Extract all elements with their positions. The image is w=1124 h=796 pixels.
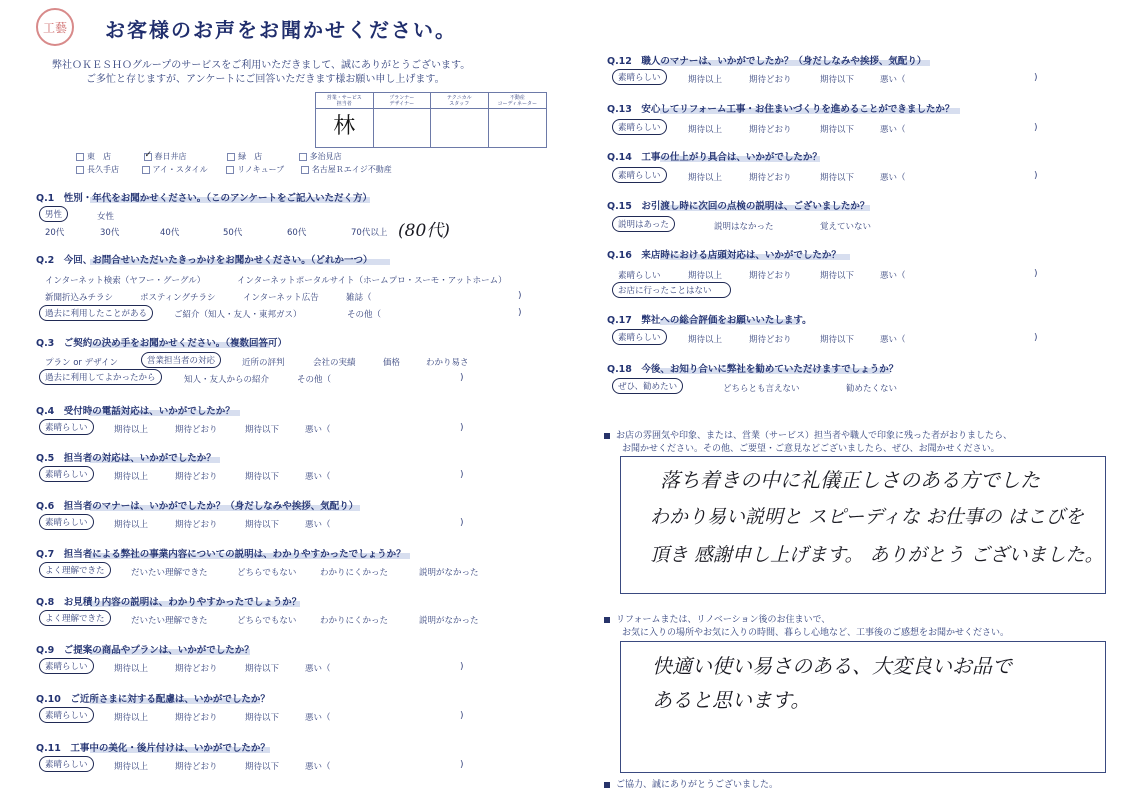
close-paren: ) xyxy=(460,662,464,672)
question-15-title: Q.15 お引渡し時に次回の点検の説明は、ございましたか？ xyxy=(607,201,870,212)
rating-option[interactable]: 期待どおり xyxy=(749,173,792,183)
staff-header-realestate: 不動産 コーディネーター xyxy=(489,93,547,109)
question-14-title: Q.14 工事の仕上がり具合は、いかがでしたか？ xyxy=(607,152,822,163)
rating-option[interactable]: 期待どおり xyxy=(749,335,792,345)
understand-option[interactable]: わかりにくかった xyxy=(320,616,389,626)
branch-checkbox[interactable]: リノキューブ xyxy=(226,165,284,174)
q2-option[interactable]: インターネット広告 xyxy=(243,293,319,303)
close-paren: ) xyxy=(460,423,464,433)
q2-option[interactable]: その他（ xyxy=(347,310,382,320)
rating-option[interactable]: 期待以下 xyxy=(245,713,280,723)
rating-option[interactable]: 期待どおり xyxy=(175,664,218,674)
q2-option[interactable]: インターネットポータルサイト（ホームプロ・スーモ・アットホーム） xyxy=(237,276,507,286)
q3-option[interactable]: その他（ xyxy=(297,375,332,385)
close-paren: ) xyxy=(460,518,464,528)
rating-option[interactable]: 悪い（ xyxy=(880,173,906,183)
rating-selected[interactable]: 素晴らしい xyxy=(39,514,94,530)
rating-selected[interactable]: 素晴らしい xyxy=(612,167,667,183)
rating-option[interactable]: 悪い（ xyxy=(880,271,906,281)
q1-age-40s[interactable]: 40代 xyxy=(160,228,180,238)
q15-option[interactable]: 説明はなかった xyxy=(714,222,774,232)
square-bullet-icon xyxy=(604,782,610,788)
comment-1-prompt-2: お聞かせください。その他、ご要望・ご意見などございましたら、ぜひ、お聞かせください。 xyxy=(622,444,1000,454)
question-3-title: Q.3 ご契約の決め手をお聞かせください。（複数回答可） xyxy=(36,338,288,349)
q1-age-70s-plus[interactable]: 70代以上 xyxy=(351,228,388,238)
rating-option[interactable]: 悪い（ xyxy=(880,75,906,85)
q2-option[interactable]: ポスティングチラシ xyxy=(140,293,216,303)
question-10-title: Q.10 ご近所さまに対する配慮は、いかがでしたか？ xyxy=(36,694,270,705)
rating-option[interactable]: 悪い（ xyxy=(305,713,331,723)
q18-option[interactable]: どちらとも言えない xyxy=(723,384,800,394)
rating-option[interactable]: 期待以上 xyxy=(114,425,149,435)
q18-option-selected[interactable]: ぜひ、勧めたい xyxy=(612,378,683,394)
understand-option[interactable]: わかりにくかった xyxy=(320,568,389,578)
branch-row-1 xyxy=(76,151,342,162)
question-6-title: Q.6 担当者のマナーは、いかがでしたか？（身だしなみや挨拶、気配り） xyxy=(36,501,359,512)
rating-option[interactable]: 期待どおり xyxy=(175,472,218,482)
close-paren: ) xyxy=(460,711,464,721)
close-paren: ) xyxy=(1034,73,1038,83)
q18-option[interactable]: 勧めたくない xyxy=(846,384,898,394)
rating-selected[interactable]: 素晴らしい xyxy=(39,466,94,482)
intro-line-1: 弊社ＯＫＥＳＨＯグループのサービスをご利用いただきまして、誠にありがとうございます。 xyxy=(52,60,471,71)
q3-option[interactable]: 近所の評判 xyxy=(242,358,285,368)
close-paren: ) xyxy=(460,373,464,383)
rating-option[interactable]: 悪い（ xyxy=(880,125,906,135)
q3-option-selected[interactable]: 過去に利用してよかったから xyxy=(39,369,162,385)
intro-line-2: ご多忙と存じますが、アンケートにご回答いただきます様お願い申し上げます。 xyxy=(86,74,445,85)
q2-option[interactable]: 新聞折込みチラシ xyxy=(45,293,114,303)
close-paren: ) xyxy=(460,470,464,480)
rating-option[interactable]: 期待どおり xyxy=(175,520,218,530)
rating-option[interactable]: 期待以上 xyxy=(688,75,723,85)
question-11-title: Q.11 工事中の美化・後片付けは、いかがでしたか？ xyxy=(36,743,270,754)
branch-checkbox[interactable]: アイ・スタイル xyxy=(142,165,208,174)
comment-1-line-2: わかり易い説明と スピーディな お仕事の はこびを xyxy=(650,506,1084,528)
question-13-title: Q.13 安心してリフォーム工事・お住まいづくりを進めることができましたか？ xyxy=(607,104,955,115)
close-paren: ) xyxy=(518,291,522,301)
q3-option[interactable]: 知人・友人からの紹介 xyxy=(184,375,270,385)
staff-header-technical: テクニカル スタッフ xyxy=(431,93,489,109)
comment-1-prompt-1: お店の雰囲気や印象、または、営業（サービス）担当者や職人で印象に残った者がおりましたら、 xyxy=(604,428,1012,441)
question-8-title: Q.8 お見積り内容の説明は、わかりやすかったでしょうか？ xyxy=(36,597,302,608)
understand-option[interactable]: だいたい理解できた xyxy=(131,568,208,578)
q1-age-30s[interactable]: 30代 xyxy=(100,228,120,238)
branch-checkbox[interactable]: 多治見店 xyxy=(299,152,342,161)
staff-value-technical xyxy=(431,109,489,147)
company-seal xyxy=(36,8,74,46)
rating-option[interactable]: 期待以下 xyxy=(820,125,855,135)
q1-handwritten-age: (80代) xyxy=(398,221,450,241)
branch-checkbox[interactable]: 長久手店 xyxy=(76,165,119,174)
staff-header-planner: プランナー デザイナー xyxy=(374,93,432,109)
rating-option[interactable]: 期待以下 xyxy=(820,173,855,183)
branch-row-2 xyxy=(76,164,392,175)
branch-checkbox[interactable]: 名古屋Ｒエイジ不動産 xyxy=(301,165,392,174)
understand-option[interactable]: だいたい理解できた xyxy=(131,616,208,626)
rating-option[interactable]: 期待以上 xyxy=(114,472,149,482)
q1-age-60s[interactable]: 60代 xyxy=(287,228,307,238)
close-paren: ) xyxy=(518,308,522,318)
q3-option[interactable]: わかり易さ xyxy=(426,358,469,368)
close-paren: ) xyxy=(460,760,464,770)
understand-selected[interactable]: よく理解できた xyxy=(39,562,111,578)
question-7-title: Q.7 担当者による弊社の事業内容についての説明は、わかりやすかったでしょうか？ xyxy=(36,549,406,560)
staff-table xyxy=(315,92,547,148)
understand-option[interactable]: 説明がなかった xyxy=(419,568,479,578)
staff-value-sales: 林 xyxy=(316,109,374,147)
rating-option[interactable]: 期待どおり xyxy=(175,762,218,772)
rating-option[interactable]: 期待以上 xyxy=(688,173,723,183)
rating-option[interactable]: 期待どおり xyxy=(175,713,218,723)
square-bullet-icon xyxy=(604,433,610,439)
seal-text: 工藝 xyxy=(42,20,67,35)
rating-option[interactable]: 期待以上 xyxy=(114,664,149,674)
comment-2-line-2: あると思います。 xyxy=(652,688,811,712)
rating-option[interactable]: 悪い（ xyxy=(305,520,331,530)
rating-option[interactable]: 期待どおり xyxy=(749,271,792,281)
rating-option[interactable]: 期待以上 xyxy=(688,125,723,135)
rating-option[interactable]: 期待以下 xyxy=(245,472,280,482)
q3-option-selected[interactable]: 営業担当者の対応 xyxy=(141,352,221,368)
question-18-title: Q.18 今後、お知り合いに弊社を勧めていただけますでしょうか？ xyxy=(607,364,899,375)
understand-selected[interactable]: よく理解できた xyxy=(39,610,111,626)
rating-option[interactable]: 期待以下 xyxy=(245,425,280,435)
comment-1-line-3: 頂き 感謝申し上げます。 ありがとう ございました。 xyxy=(650,544,1104,566)
rating-option[interactable]: 期待以下 xyxy=(820,271,855,281)
q1-option-male[interactable]: 男性 xyxy=(39,206,68,222)
question-4-title: Q.4 受付時の電話対応は、いかがでしたか？ xyxy=(36,406,235,417)
rating-option[interactable]: 悪い（ xyxy=(305,425,331,435)
question-5-title: Q.5 担当者の対応は、いかがでしたか？ xyxy=(36,453,216,464)
understand-option[interactable]: どちらでもない xyxy=(237,568,297,578)
understand-option[interactable]: どちらでもない xyxy=(237,616,297,626)
rating-option[interactable]: 期待以下 xyxy=(245,520,280,530)
rating-selected[interactable]: 素晴らしい xyxy=(612,329,667,345)
rating-option[interactable]: 期待以下 xyxy=(245,762,280,772)
rating-option[interactable]: 期待以下 xyxy=(820,335,855,345)
rating-selected[interactable]: 素晴らしい xyxy=(39,419,94,435)
comment-2-prompt-2: お気に入りの場所やお気に入りの時間、暮らし心地など、工事後のご感想をお聞かせください。 xyxy=(622,628,1010,638)
rating-selected[interactable]: 素晴らしい xyxy=(612,119,667,135)
staff-value-planner xyxy=(374,109,432,147)
rating-option[interactable]: 期待以上 xyxy=(114,713,149,723)
q2-option-selected[interactable]: 過去に利用したことがある xyxy=(39,305,153,321)
q3-option[interactable]: プラン or デザイン xyxy=(45,358,119,368)
rating-option[interactable]: 悪い（ xyxy=(305,762,331,772)
rating-selected[interactable]: 素晴らしい xyxy=(39,756,94,772)
q1-age-20s[interactable]: 20代 xyxy=(45,228,65,238)
q3-option[interactable]: 会社の実績 xyxy=(313,358,356,368)
rating-option[interactable]: 期待どおり xyxy=(749,75,792,85)
q2-option[interactable]: インターネット検索（ヤフー・グーグル） xyxy=(45,276,206,286)
q15-option[interactable]: 覚えていない xyxy=(820,222,872,232)
rating-selected[interactable]: 素晴らしい xyxy=(39,658,94,674)
rating-option[interactable]: 期待どおり xyxy=(749,125,792,135)
comment-2-prompt-1: リフォームまたは、リノベーション後のお住まいで、 xyxy=(604,612,830,625)
rating-option[interactable]: 期待以上 xyxy=(688,271,723,281)
close-paren: ) xyxy=(1034,269,1038,279)
rating-selected[interactable]: 素晴らしい xyxy=(39,707,94,723)
close-paren: ) xyxy=(1034,333,1038,343)
branch-checkbox-checked[interactable]: ✓ 春日井店 xyxy=(144,149,187,161)
rating-option[interactable]: 期待以上 xyxy=(114,762,149,772)
rating-option[interactable]: 期待以下 xyxy=(245,664,280,674)
close-paren: ) xyxy=(1034,171,1038,181)
q16-option-not-visited[interactable]: お店に行ったことはない xyxy=(612,282,731,298)
rating-option[interactable]: 悪い（ xyxy=(305,664,331,674)
rating-option[interactable]: 期待どおり xyxy=(175,425,218,435)
q3-option[interactable]: 価格 xyxy=(383,358,401,368)
rating-option[interactable]: 期待以上 xyxy=(688,335,723,345)
question-1-title: Q.1 性別・年代をお聞かせください。（このアンケートをご記入いただく方） xyxy=(36,193,372,204)
q1-option-female[interactable]: 女性 xyxy=(97,212,115,222)
question-2-title: Q.2 今回、お問合せいただいたきっかけをお聞かせください。（どれか一つ） xyxy=(36,255,373,266)
rating-selected[interactable]: 素晴らしい xyxy=(612,69,667,85)
branch-checkbox[interactable]: 緑 店 xyxy=(227,152,262,161)
comment-2-line-1: 快適い使い易さのある、大変良いお品で xyxy=(652,654,1012,678)
footer-thanks: ご協力、誠にありがとうございました。 xyxy=(604,777,778,790)
comment-1-line-1: 落ち着きの中に礼儀正しさのある方でした xyxy=(660,468,1040,492)
question-9-title: Q.9 ご提案の商品やプランは、いかがでしたか？ xyxy=(36,645,254,656)
q1-age-50s[interactable]: 50代 xyxy=(223,228,243,238)
q2-option[interactable]: 雑誌（ xyxy=(346,293,372,303)
rating-option[interactable]: 悪い（ xyxy=(880,335,906,345)
rating-option[interactable]: 素晴らしい xyxy=(618,271,661,281)
understand-option[interactable]: 説明がなかった xyxy=(419,616,479,626)
square-bullet-icon xyxy=(604,617,610,623)
page-title: お客様のお声をお聞かせください。 xyxy=(105,18,457,42)
staff-value-realestate xyxy=(489,109,547,147)
question-16-title: Q.16 来店時における店頭対応は、いかがでしたか？ xyxy=(607,250,841,261)
q15-option-selected[interactable]: 説明はあった xyxy=(612,216,675,232)
staff-header-sales: 営業・サービス 担当者 xyxy=(316,93,374,109)
question-17-title: Q.17 弊社への総合評価をお願いいたします。 xyxy=(607,315,812,326)
rating-option[interactable]: 期待以上 xyxy=(114,520,149,530)
branch-checkbox[interactable]: 東 店 xyxy=(76,152,111,161)
rating-option[interactable]: 期待以下 xyxy=(820,75,855,85)
question-12-title: Q.12 職人のマナーは、いかがでしたか？（身だしなみや挨拶、気配り） xyxy=(607,56,927,67)
rating-option[interactable]: 悪い（ xyxy=(305,472,331,482)
close-paren: ) xyxy=(1034,123,1038,133)
q2-option[interactable]: ご紹介（知人・友人・東邦ガス） xyxy=(174,310,302,320)
